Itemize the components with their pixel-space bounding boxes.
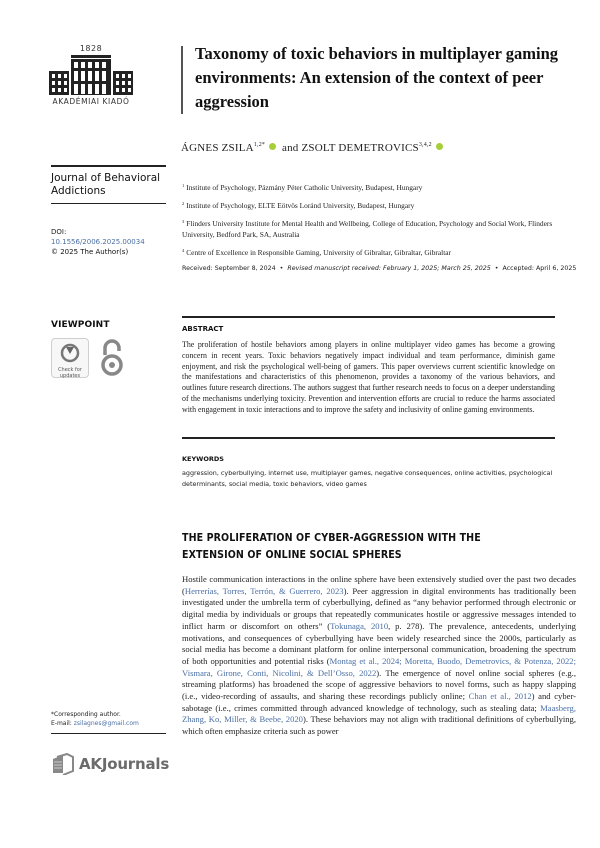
divider (51, 203, 166, 205)
affiliation-item (182, 216, 577, 240)
body-text-run: ). The emergence of novel online social spheres (e.g., streaming platforms) has broadened the scope of aggressive behaviors to novel forms, such as happy slapping (i.e., video-recording of assaults, and sharing these recordings publicly online; (182, 667, 576, 702)
book-stack-icon (51, 753, 75, 775)
doi-link[interactable]: 10.1556/2006.2025.00034 (51, 238, 145, 246)
check-for-updates-button[interactable] (51, 338, 89, 378)
email-link[interactable]: zsilagnes@gmail.com (73, 720, 139, 727)
corresponding-author (51, 710, 171, 728)
copyright: © 2025 The Author(s) (51, 248, 129, 256)
divider (51, 733, 166, 734)
section-heading: THE PROLIFERATION OF CYBER-AGGRESSION WITH THE EXTENSION OF ONLINE SOCIAL SPHERES (182, 531, 481, 561)
keywords-text: aggression, cyberbullying, internet use, multiplayer games, negative consequences, online activities, psychological determinants, social media, toxic behaviors, video games (182, 469, 553, 488)
author-affiliation-sup: 3,4,2 (418, 142, 432, 148)
affiliation-text: Institute of Psychology, Pázmány Péter Catholic University, Budapest, Hungary (186, 183, 423, 192)
author-name: ÁGNES ZSILA (181, 142, 254, 154)
accepted-date: Accepted: April 6, 2025 (502, 265, 577, 272)
doi-label: DOI: (51, 228, 67, 236)
article-type: VIEWPOINT (51, 320, 110, 330)
title-accent-bar (181, 46, 183, 114)
bullet-separator: • (279, 265, 284, 272)
citation-link[interactable]: Montag et al., 2024; Moretta, Buodo, Demetrovics, & Potenza, 2022; Vismara, Girone, Conti, Nicolini, & Dell’Osso, 2022 (182, 655, 576, 678)
affiliation-num: 3 (182, 219, 185, 224)
keywords-heading: KEYWORDS (182, 455, 224, 463)
akjournals-logo (51, 753, 169, 775)
journal-name: Journal of Behavioral Addictions (51, 171, 161, 197)
email-label: E-mail: (51, 720, 74, 727)
affiliation-text: Flinders University Institute for Mental Health and Wellbeing, College of Education, Psychology and Social Work, Flinders University, Bedford Park, SA, Australia (182, 219, 553, 239)
author-name: ZSOLT DEMETROVICS (301, 142, 419, 154)
body-text-run: , p. 278). The prevalence, antecedents, underlying motivations, and consequences of cyberbullying have been widely researched since the 2000s, particularly as social media has become a dominant platform for online interpersonal communication, broadening the spectrum of both opportunities and potential risks ( (182, 620, 576, 666)
author-affiliation-sup: 1,2* (253, 142, 266, 148)
section-body (182, 574, 576, 738)
abstract-text: The proliferation of hostile behaviors among players in online multiplayer video games has become a growing concern in recent years. Toxic behaviors negatively impact individual and team performance, diminish game enjoyment, and risk the psychological well-being of gamers. This paper overviews current scientific knowledge on the manifestations and characteristics of this phenomenon, provides a taxonomy of the various behaviors, and outlines future research directions. The authors suggest that further research needs to focus on a deeper understanding of the mechanisms underlying toxicity. Prevention and intervention efforts are crucial to reduce the harms associated with engagement in toxic interactions and to improve the safety and inclusivity of online gaming environments. (182, 340, 555, 414)
left-sidebar (0, 0, 175, 848)
journal-block (51, 165, 166, 204)
affiliation-text: Institute of Psychology, ELTE Eötvös Loránd University, Budapest, Hungary (186, 201, 415, 210)
citation-link[interactable]: Tokunaga, 2010 (330, 620, 389, 631)
abstract-heading: ABSTRACT (182, 325, 224, 333)
doi-block (51, 227, 171, 257)
akjournals-brand: AKJournals (79, 755, 170, 773)
affiliation-item (182, 198, 577, 211)
affiliation-num: 4 (182, 248, 185, 253)
affiliation-text: Centre of Excellence in Responsible Gaming, University of Gibraltar, Gibraltar, Gibraltar (186, 248, 452, 257)
orcid-icon[interactable] (269, 143, 276, 150)
divider (182, 437, 555, 439)
body-text-run: ) and cyber-sabotage (i.e., crimes committed through advanced knowledge of technology, such as stealing data; (182, 691, 576, 713)
author-connector: and (282, 142, 299, 154)
badges (51, 338, 123, 378)
body-text-run: ). Peer aggression in digital environments has traditionally been investigated under the umbrella term of cyberbullying, defined as “any behavior performed through electronic or digital media by individuals or groups that repeatedly communicates hostile or aggressive messages intended to inflict harm or discomfort on others” ( (182, 585, 576, 631)
corresponding-label: *Corresponding author. (51, 711, 121, 718)
orcid-icon[interactable] (436, 143, 443, 150)
citation-link[interactable]: Maasberg, Zhang, Ko, Miller, & Beebe, 2020 (182, 702, 576, 725)
affiliation-item (182, 245, 577, 258)
bullet-separator: • (494, 265, 499, 272)
author-list (181, 142, 446, 154)
article-title: Taxonomy of toxic behaviors in multiplayer gaming environments: An extension of the context of peer aggression (195, 44, 559, 111)
publisher-year: 1828 (79, 44, 103, 53)
open-access-lock-icon (101, 339, 123, 377)
publisher-logo (46, 44, 136, 106)
divider (182, 316, 555, 318)
affiliation-num: 2 (182, 201, 185, 206)
body-text-run: Hostile communication interactions in the online sphere have been extensively studied over the past two decades ( (182, 574, 576, 596)
affiliations (182, 180, 577, 263)
affiliation-num: 1 (182, 183, 185, 188)
received-date: Received: September 8, 2024 (182, 265, 276, 272)
article-dates (182, 264, 577, 274)
citation-link[interactable]: Herrerías, Torres, Terrón, & Guerrero, 2023 (184, 585, 344, 596)
check-updates-label: Check for updates (58, 367, 82, 379)
publisher-name: AKADÉMIAI KIADÓ (52, 97, 130, 106)
affiliation-item (182, 180, 577, 193)
citation-link[interactable]: Chan et al., 2012 (468, 691, 532, 702)
revised-date: Revised manuscript received: February 1, 2025; March 25, 2025 (287, 265, 491, 272)
body-text-run: ). These behaviors may not align with traditional definitions of cyberbullying, which often emphasize criteria such as power (182, 714, 577, 737)
check-updates-icon (60, 343, 80, 363)
building-icon (49, 55, 133, 95)
